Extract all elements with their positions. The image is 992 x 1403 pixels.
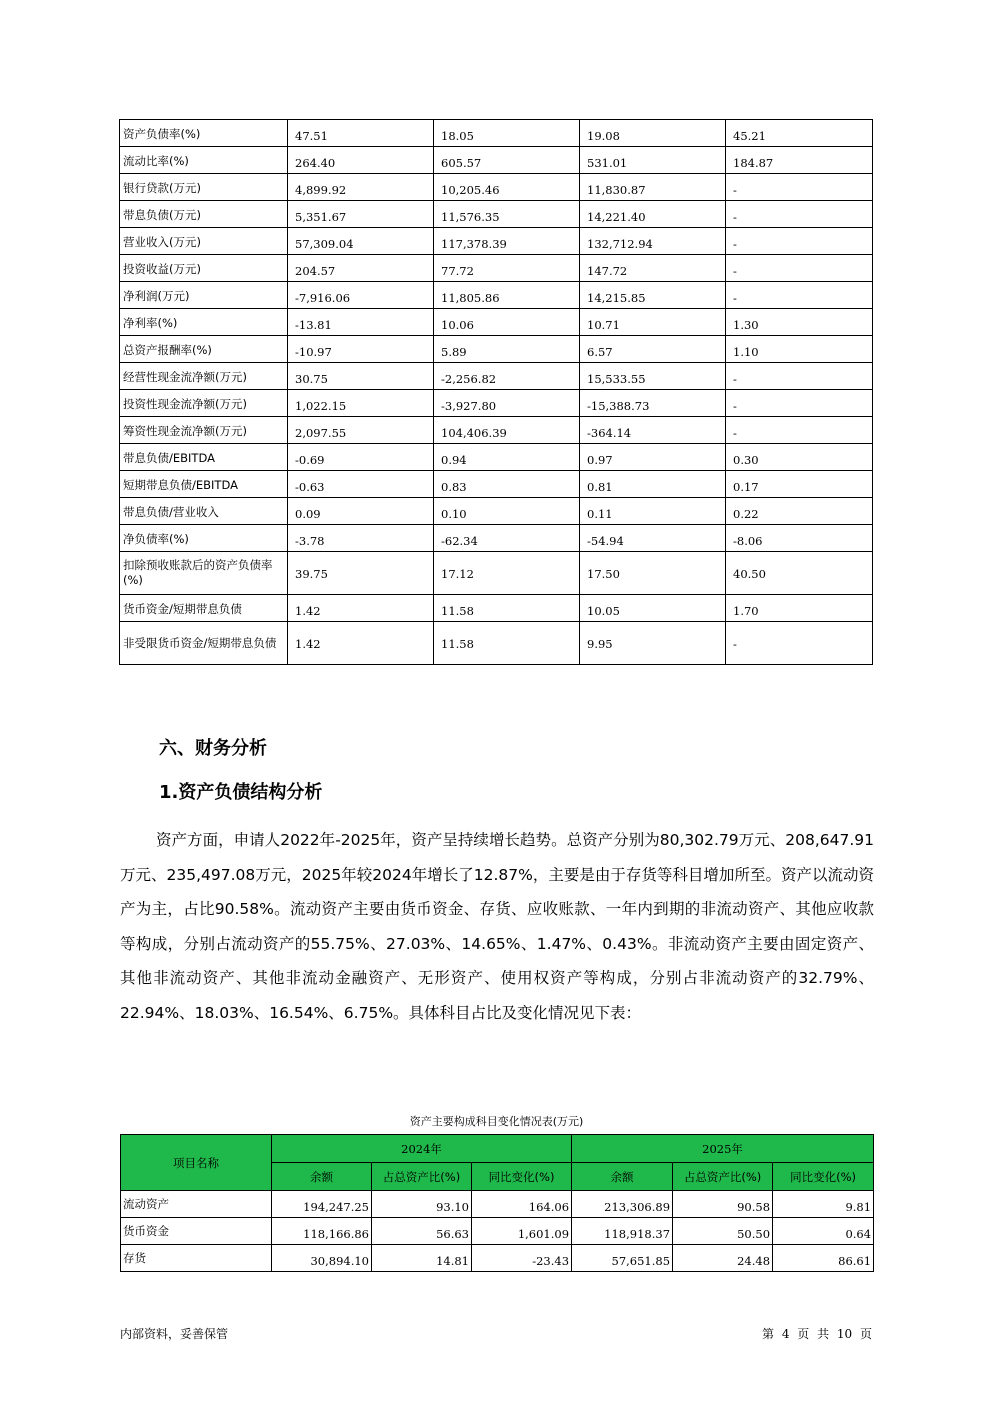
metric-value: 11.58 [434, 595, 580, 622]
asset-value: -23.43 [472, 1245, 572, 1272]
metric-label: 带息负债/EBITDA [120, 444, 288, 471]
metric-value: 531.01 [580, 147, 726, 174]
metric-value: - [726, 228, 873, 255]
metric-value: 0.09 [288, 498, 434, 525]
table-row [120, 444, 873, 471]
metric-value: 147.72 [580, 255, 726, 282]
assets-table-body [121, 1191, 874, 1272]
asset-value: 24.48 [673, 1245, 773, 1272]
table-row [120, 595, 873, 622]
metric-value: 15,533.55 [580, 363, 726, 390]
asset-value: 14.81 [372, 1245, 472, 1272]
header-year-2025: 2025年 [572, 1135, 874, 1163]
table-row [120, 228, 873, 255]
metric-value: 1.10 [726, 336, 873, 363]
metric-value: -10.97 [288, 336, 434, 363]
asset-item-name: 货币资金 [121, 1218, 272, 1245]
metric-value: 4,899.92 [288, 174, 434, 201]
asset-value: 93.10 [372, 1191, 472, 1218]
metric-label: 货币资金/短期带息负债 [120, 595, 288, 622]
header-item-name: 项目名称 [121, 1135, 272, 1191]
asset-value: 30,894.10 [272, 1245, 372, 1272]
metric-value: 11,805.86 [434, 282, 580, 309]
table-row [121, 1218, 874, 1245]
asset-value: 194,247.25 [272, 1191, 372, 1218]
subheader-cell: 同比变化(%) [773, 1163, 874, 1191]
metric-label: 资产负债率(%) [120, 120, 288, 147]
table-row [121, 1245, 874, 1272]
metric-label: 净利率(%) [120, 309, 288, 336]
metric-value: 17.50 [580, 552, 726, 595]
metric-value: 10,205.46 [434, 174, 580, 201]
metric-value: 0.10 [434, 498, 580, 525]
metric-value: 11,830.87 [580, 174, 726, 201]
metric-label: 流动比率(%) [120, 147, 288, 174]
table-row [121, 1191, 874, 1218]
metric-value: 47.51 [288, 120, 434, 147]
asset-value: 118,166.86 [272, 1218, 372, 1245]
metric-label: 非受限货币资金/短期带息负债 [120, 622, 288, 665]
table-row [120, 498, 873, 525]
metric-value: -364.14 [580, 417, 726, 444]
metric-value: 10.05 [580, 595, 726, 622]
header-year-2024: 2024年 [272, 1135, 572, 1163]
table-row [120, 174, 873, 201]
metric-value: 19.08 [580, 120, 726, 147]
metric-value: 10.06 [434, 309, 580, 336]
subheader-cell: 余额 [272, 1163, 372, 1191]
analysis-paragraph: 资产方面，申请人2022年-2025年，资产呈持续增长趋势。总资产分别为80,302.79万元、208,647.91万元、235,497.08万元，2025年较2024年增长了12.87%，主要是由于存货等科目增加所至。资产以流动资产为主，占比90.58%。流动资产主要由货币资金、存货、应收账款、一年内到期的非流动资产、其他应收款等构成，分别占流动资产的55.75%、27.03%、14.65%、1.47%、0.43%。非流动资产主要由固定资产、其他非流动资产、其他非流动金融资产、无形资产、使用权资产等构成，分别占非流动资产的32.79%、22.94%、18.03%、16.54%、6.75%。具体科目占比及变化情况见下表： [120, 831, 874, 1022]
asset-value: 86.61 [773, 1245, 874, 1272]
metric-value: 39.75 [288, 552, 434, 595]
metric-value: 605.57 [434, 147, 580, 174]
asset-value: 9.81 [773, 1191, 874, 1218]
financial-metrics-table [119, 119, 873, 665]
asset-value: 118,918.37 [572, 1218, 673, 1245]
metric-value: 14,221.40 [580, 201, 726, 228]
metric-label: 扣除预收账款后的资产负债率(%) [120, 552, 288, 595]
metric-value: -3,927.80 [434, 390, 580, 417]
metric-label: 筹资性现金流净额(万元) [120, 417, 288, 444]
asset-value: 0.64 [773, 1218, 874, 1245]
metric-value: 6.57 [580, 336, 726, 363]
metric-value: 0.17 [726, 471, 873, 498]
metric-value: 0.22 [726, 498, 873, 525]
metric-label: 营业收入(万元) [120, 228, 288, 255]
asset-value: 213,306.89 [572, 1191, 673, 1218]
metric-value: 132,712.94 [580, 228, 726, 255]
asset-value: 57,651.85 [572, 1245, 673, 1272]
asset-item-name: 存货 [121, 1245, 272, 1272]
metric-label: 净负债率(%) [120, 525, 288, 552]
asset-value: 164.06 [472, 1191, 572, 1218]
metric-value: - [726, 282, 873, 309]
metric-value: - [726, 255, 873, 282]
metric-value: 1.30 [726, 309, 873, 336]
table-row [120, 336, 873, 363]
metric-value: - [726, 417, 873, 444]
section-heading: 六、财务分析 [159, 738, 267, 759]
assets-structure-table [120, 1134, 874, 1272]
metric-label: 总资产报酬率(%) [120, 336, 288, 363]
subheader-cell: 同比变化(%) [472, 1163, 572, 1191]
metric-value: -8.06 [726, 525, 873, 552]
metric-value: -15,388.73 [580, 390, 726, 417]
table-row [120, 471, 873, 498]
subheader-cell: 余额 [572, 1163, 673, 1191]
footer-confidential-note: 内部资料，妥善保管 [120, 1327, 229, 1341]
table-row [120, 525, 873, 552]
metric-value: 5.89 [434, 336, 580, 363]
metric-value: 2,097.55 [288, 417, 434, 444]
subheader-cell: 占总资产比(%) [372, 1163, 472, 1191]
table-row [120, 201, 873, 228]
metric-label: 投资收益(万元) [120, 255, 288, 282]
footer-page-number: 第 4 页 共 10 页 [762, 1327, 872, 1341]
metric-value: 0.97 [580, 444, 726, 471]
metric-value: - [726, 174, 873, 201]
metric-value: 0.94 [434, 444, 580, 471]
metric-value: - [726, 363, 873, 390]
metric-value: -54.94 [580, 525, 726, 552]
metric-value: 1.42 [288, 595, 434, 622]
metric-value: 77.72 [434, 255, 580, 282]
metric-value: 184.87 [726, 147, 873, 174]
metric-label: 银行贷款(万元) [120, 174, 288, 201]
metric-value: 57,309.04 [288, 228, 434, 255]
metric-value: 18.05 [434, 120, 580, 147]
assets-table-caption: 资产主要构成科目变化情况表(万元) [409, 1115, 584, 1128]
metric-value: 11.58 [434, 622, 580, 665]
table-row [120, 147, 873, 174]
metric-value: 30.75 [288, 363, 434, 390]
asset-value: 1,601.09 [472, 1218, 572, 1245]
asset-value: 56.63 [372, 1218, 472, 1245]
metric-value: 0.11 [580, 498, 726, 525]
asset-item-name: 流动资产 [121, 1191, 272, 1218]
metric-value: 204.57 [288, 255, 434, 282]
metric-value: 14,215.85 [580, 282, 726, 309]
table-row [120, 282, 873, 309]
metric-label: 带息负债/营业收入 [120, 498, 288, 525]
asset-value: 50.50 [673, 1218, 773, 1245]
table-row [120, 622, 873, 665]
metric-value: -62.34 [434, 525, 580, 552]
metric-value: -2,256.82 [434, 363, 580, 390]
table-row [120, 417, 873, 444]
metric-value: 45.21 [726, 120, 873, 147]
metric-value: 40.50 [726, 552, 873, 595]
metric-label: 带息负债(万元) [120, 201, 288, 228]
metric-value: 0.81 [580, 471, 726, 498]
metric-value: 1,022.15 [288, 390, 434, 417]
metric-value: -3.78 [288, 525, 434, 552]
subheader-cell: 占总资产比(%) [673, 1163, 773, 1191]
metric-value: - [726, 201, 873, 228]
table-row [120, 120, 873, 147]
metric-value: 117,378.39 [434, 228, 580, 255]
metric-value: -0.63 [288, 471, 434, 498]
asset-value: 90.58 [673, 1191, 773, 1218]
metric-value: 0.83 [434, 471, 580, 498]
metric-value: - [726, 390, 873, 417]
metric-value: - [726, 622, 873, 665]
metric-value: 1.70 [726, 595, 873, 622]
metric-label: 投资性现金流净额(万元) [120, 390, 288, 417]
metric-value: 10.71 [580, 309, 726, 336]
metric-value: 9.95 [580, 622, 726, 665]
table-row [120, 363, 873, 390]
metric-value: -7,916.06 [288, 282, 434, 309]
metric-label: 净利润(万元) [120, 282, 288, 309]
sub-heading: 1.资产负债结构分析 [159, 782, 323, 803]
metric-value: -13.81 [288, 309, 434, 336]
table-row [120, 255, 873, 282]
metric-value: -0.69 [288, 444, 434, 471]
metric-label: 短期带息负债/EBITDA [120, 471, 288, 498]
table-row [120, 390, 873, 417]
metric-value: 264.40 [288, 147, 434, 174]
table-row [120, 552, 873, 595]
financial-metrics-body [120, 120, 873, 665]
metric-value: 1.42 [288, 622, 434, 665]
metric-value: 0.30 [726, 444, 873, 471]
table-row [120, 309, 873, 336]
metric-value: 104,406.39 [434, 417, 580, 444]
metric-label: 经营性现金流净额(万元) [120, 363, 288, 390]
metric-value: 5,351.67 [288, 201, 434, 228]
metric-value: 11,576.35 [434, 201, 580, 228]
metric-value: 17.12 [434, 552, 580, 595]
